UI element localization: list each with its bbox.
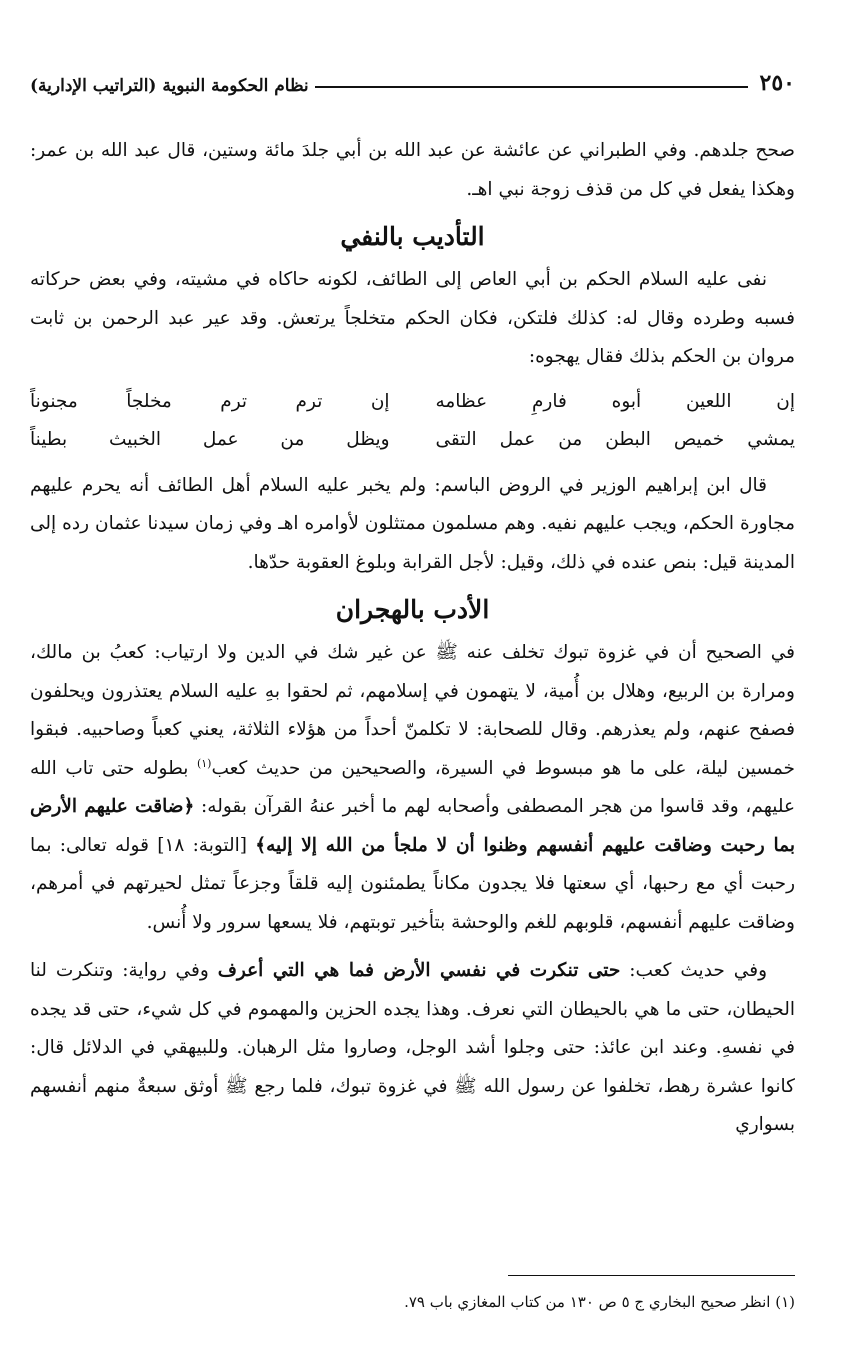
hijran-paragraph-1: [30, 634, 795, 942]
footnote: (١) انظر صحيح البخاري ج ٥ ص ١٣٠ من كتاب المغازي باب ٧٩.: [404, 1293, 795, 1311]
kaab-quote: حتى تنكرت في نفسي الأرض فما هي التي أعرف: [217, 960, 621, 981]
hijran-text-e: وفي رواية: وتنكرت لنا الحيطان، حتى ما هي بالحيطان التي نعرف. وهذا يجده الحزين والمهموم في كل شيء، حتى قد يجده في نفسهِ. وعند ابن عائذ: حتى وجلوا أشد الوجل، وصاروا مثل الرهبان. وللبيهقي في الدلائل قال: كانوا عشرة رهط، تخلفوا عن رسول الله ﷺ في غزوة تبوك، فلما رجع ﷺ أوثق سبعةٌ منهم أنفسهم بسواري: [30, 960, 795, 1135]
intro-paragraph: صحح جلدهم. وفي الطبراني عن عائشة عن عبد الله بن أبي جلدَ مائة وستين، قال عبد الله بن عمر: وهكذا يفعل في كل من قذف زوجة نبي اهـ.: [30, 140, 795, 200]
heading-exile: التأديب بالنفي: [340, 222, 485, 251]
footnote-marker: (١): [196, 756, 212, 770]
verse-reference: [التوبة: ١٨]: [148, 834, 256, 856]
poem-line: [30, 383, 795, 421]
running-header: [30, 62, 795, 96]
hijran-text-c: قوله تعالى: بما رحبت أي مع رحبها، أي سعتها فلا يجدون مكاناً يطمئنون إليه قلقاً وجزعاً تمثل لحيرتهم في أمرهم، وضاقت عليهم أنفسهم، قلوبهم للغم والوحشة بتأخير توبتهم، فلا يسعها سرور ولا أُنس.: [30, 834, 795, 933]
poem-line: [30, 421, 795, 459]
hijran-text-d: وفي حديث كعب:: [620, 960, 768, 981]
paragraph-gap: [30, 942, 795, 952]
quran-verse: ﴿ضاقت عليهم الأرض بما رحبت وضاقت عليهم أنفسهم وظنوا أن لا ملجأ من الله إلا إليه﴾: [30, 796, 795, 856]
hijran-text-a: في الصحيح أن في غزوة تبوك تخلف عنه ﷺ عن غير شك في الدين ولا ارتياب: كعبُ بن مالك، ومرارة بن الربيع، وهلال بن أُمية، لا يتهمون في إسلامهم، ثم لحقوا بهِ عليه السلام يعتذرون ويحلفون فصفح عنهم، ولم يعذرهم. وقال للصحابة: لا تكلمنّ أحداً من هؤلاء الثلاثة، يعني كعباً وصاحبيه. فبقوا خمسين ليلة، على ما هو مبسوط في السيرة، والصحيحين من حديث كعب: [30, 642, 795, 779]
page-number: ٢٥٠: [759, 70, 795, 96]
heading-hijran: الأدب بالهجران: [335, 595, 490, 624]
hijran-text-b: بطوله حتى تاب الله عليهم، وقد قاسوا من هجر المصطفى وأصحابه لهم ما أخبر عنهُ القرآن بقوله:: [30, 757, 795, 817]
poem: [30, 383, 795, 459]
header-rule: [315, 86, 748, 88]
poem-hemistich-first: يمشي خميص البطن من عمل التقى: [435, 428, 795, 450]
poem-hemistich-first: إن اللعين أبوه فارمِ عظامه: [435, 390, 795, 412]
body-text: [30, 132, 795, 1145]
hijran-paragraph-2: [30, 952, 795, 1145]
footnote-rule: [508, 1275, 795, 1276]
book-page: [30, 0, 795, 1366]
exile-paragraph-1: نفى عليه السلام الحكم بن أبي العاص إلى الطائف، لكونه حاكاه في مشيته، وفي بعض حركاته فسبه وطرده وقال له: كذلك فلتكن، فكان الحكم متخلجاً يرتعش. وقد عير عبد الرحمن بن ثابت مروان بن الحكم بذلك فقال يهجوه:: [30, 269, 795, 367]
poem-hemistich-second: إن ترم ترم مخلجاً مجنوناً: [30, 390, 390, 412]
exile-paragraph-2: قال ابن إبراهيم الوزير في الروض الباسم: ولم يخبر عليه السلام أهل الطائف أنه يحرم عليهم مجاورة الحكم، ويجب عليهم نفيه. وهم مسلمون ممتثلون لأوامره اهـ وفي زمان سيدنا عثمان رده إلى المدينة قيل: بنص عنده في ذلك، وقيل: لأجل القرابة وبلوغ العقوبة حدّها.: [30, 474, 795, 573]
poem-hemistich-second: ويظل من عمل الخبيث بطيناً: [30, 428, 390, 450]
running-title: نظام الحكومة النبوية (التراتيب الإدارية): [30, 76, 309, 96]
